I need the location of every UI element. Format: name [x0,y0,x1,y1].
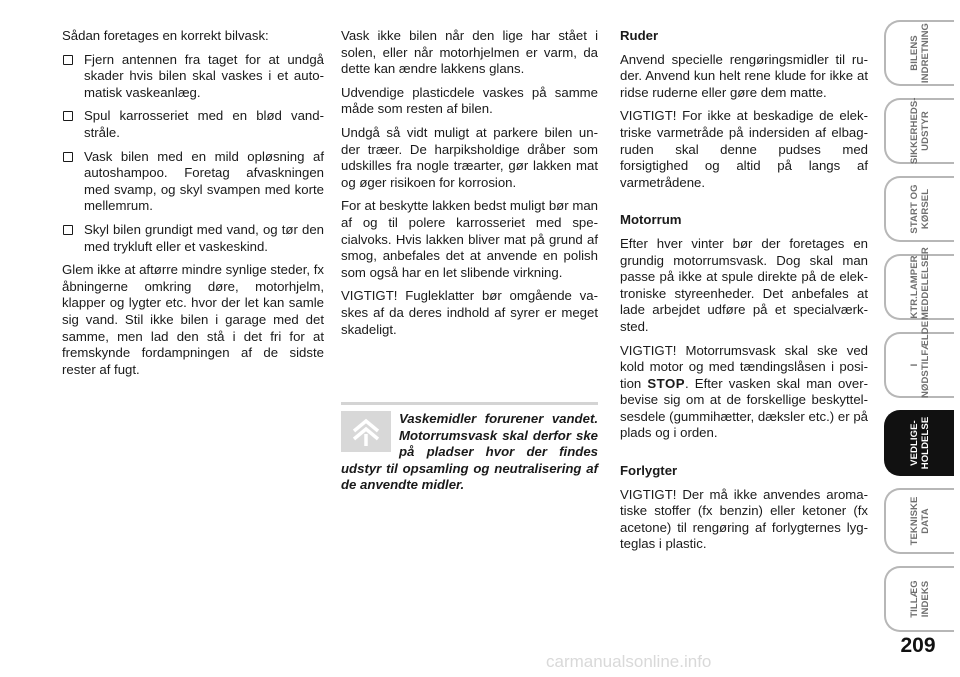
environment-note [341,402,598,494]
heading-forlygter: Forlygter [620,463,678,479]
checkbox-bullet-icon [63,111,73,121]
paragraph: Anvend specielle rengøringsmidler til ru- der. Anvend kun helt rene klude for ikke at ridse ruderne eller gøre dem matte. [620,51,868,100]
paragraph: Efter hver vinter bør der foretages en grundig motorrumsvask. Dog skal man passe på ikke at spule direkte på de elek- troniske styreenheder. Det anbefales at lade arbejdet udføre på et specialværk- sted. [620,235,868,334]
wash-step: Spul karrosseriet med en blød vand- stråle. [62,108,324,141]
wash-step: Vask bilen med en mild opløsning af autoshampoo. Foretag afvaskningen med svamp, og skyl svampen med korte mellemrum. [62,149,324,215]
wash-step: Fjern antennen fra taget for at undgå skader hvis bilen skal vaskes i et auto- matisk vaskeanlæg. [62,52,324,102]
stop-position-label: STOP [647,375,686,391]
heading-ruder: Ruder [620,28,659,43]
tab-vedligeholdelse[interactable]: VEDLIGE- HOLDELSE [884,410,954,476]
environment-note-text: Vaskemidler forurener vandet. Motorrumsvask skal derfor ske på pladser hvor der findes udstyr til opsamling og neutralisering af de anvendte midler. [341,411,598,493]
paragraph: VIGTIGT! Fugleklatter bør omgående va- skes af da deres indhold af syrer er meget skadeligt. [341,288,598,337]
environment-arrows-icon [341,411,391,452]
paragraph: Udvendige plasticdele vaskes på samme måde som resten af bilen. [341,84,598,117]
heading-motorrum: Motorrum [620,212,682,228]
paragraph: For at beskytte lakken bedst muligt bør man af og til polere karrosseriet med spe- cialvoks. Hvis lakken bliver mat på grund af smog, anbefales det at anvende en polish som også har en let slibende virkning. [341,198,598,280]
tab-ktr-lamper[interactable]: KTR.LAMPER MEDDELELSER [884,254,954,320]
column-2 [341,28,598,345]
tab-bilens-indretning[interactable]: BILENS INDRETNING [884,20,954,86]
paragraph: VIGTIGT! Motorrumsvask skal ske ved kold motor og med tændingslåsen i posi- tion STOP. Efter vasken skal man over- bevise sig om at de forskellige beskyttel- sesdele (gummihætter, dæksler etc.) er på plads og i orden. [620,342,868,441]
paragraph: Vask ikke bilen når den lige har stået i solen, eller når motorhjelmen er varm, da dette kan ændre lakkens glans. [341,28,598,77]
column-1 [62,28,324,385]
tab-start-og-korsel[interactable]: START OG KØRSEL [884,176,954,242]
tab-sikkerhedsudstyr[interactable]: SIKKERHEDS- UDSTYR [884,98,954,164]
page-number: 209 [900,634,936,657]
wash-intro: Sådan foretages en korrekt bilvask: [62,28,269,43]
checkbox-bullet-icon [63,225,73,235]
checkbox-bullet-icon [63,55,73,65]
column-3 [620,28,868,560]
paragraph: VIGTIGT! For ikke at beskadige de elek- triske varmetråde på indersiden af elbag- ruden skal denne pudses med forsigtighed og altid på langs af varmetrådene. [620,108,868,190]
checkbox-bullet-icon [63,152,73,162]
paragraph: VIGTIGT! Der må ikke anvendes aroma- tiske stoffer (fx benzin) eller ketoner (fx acetone) til rengøring af forlygternes lyg- teglas i plastic. [620,486,868,552]
tab-nodstilfaelde[interactable]: I NØDSTILFÆLDE [884,332,954,398]
wash-steps-list [62,52,324,256]
tab-tillaeg-indeks[interactable]: TILLÆG INDEKS [884,566,954,632]
wash-closing: Glem ikke at aftørre mindre synlige steder, fx åbningerne omkring døre, motorhjelm, klapper og lygter etc. hvor der let kan samle sig vand. Stil ikke bilen i garage med det samme, men lad den stå i det fri for at fremskynde fordampningen af de sidste rester af fugt. [62,262,324,377]
watermark: carmanualsonline.info [546,652,712,671]
tab-tekniske-data[interactable]: TEKNISKE DATA [884,488,954,554]
paragraph: Undgå så vidt muligt at parkere bilen un- der træer. De harpiksholdige dråber som udskilles fra nogle træarter, gør lakken mat og øger risikoen for korrosion. [341,124,598,190]
wash-step: Skyl bilen grundigt med vand, og tør den med trykluft eller et vaskeskind. [62,222,324,255]
